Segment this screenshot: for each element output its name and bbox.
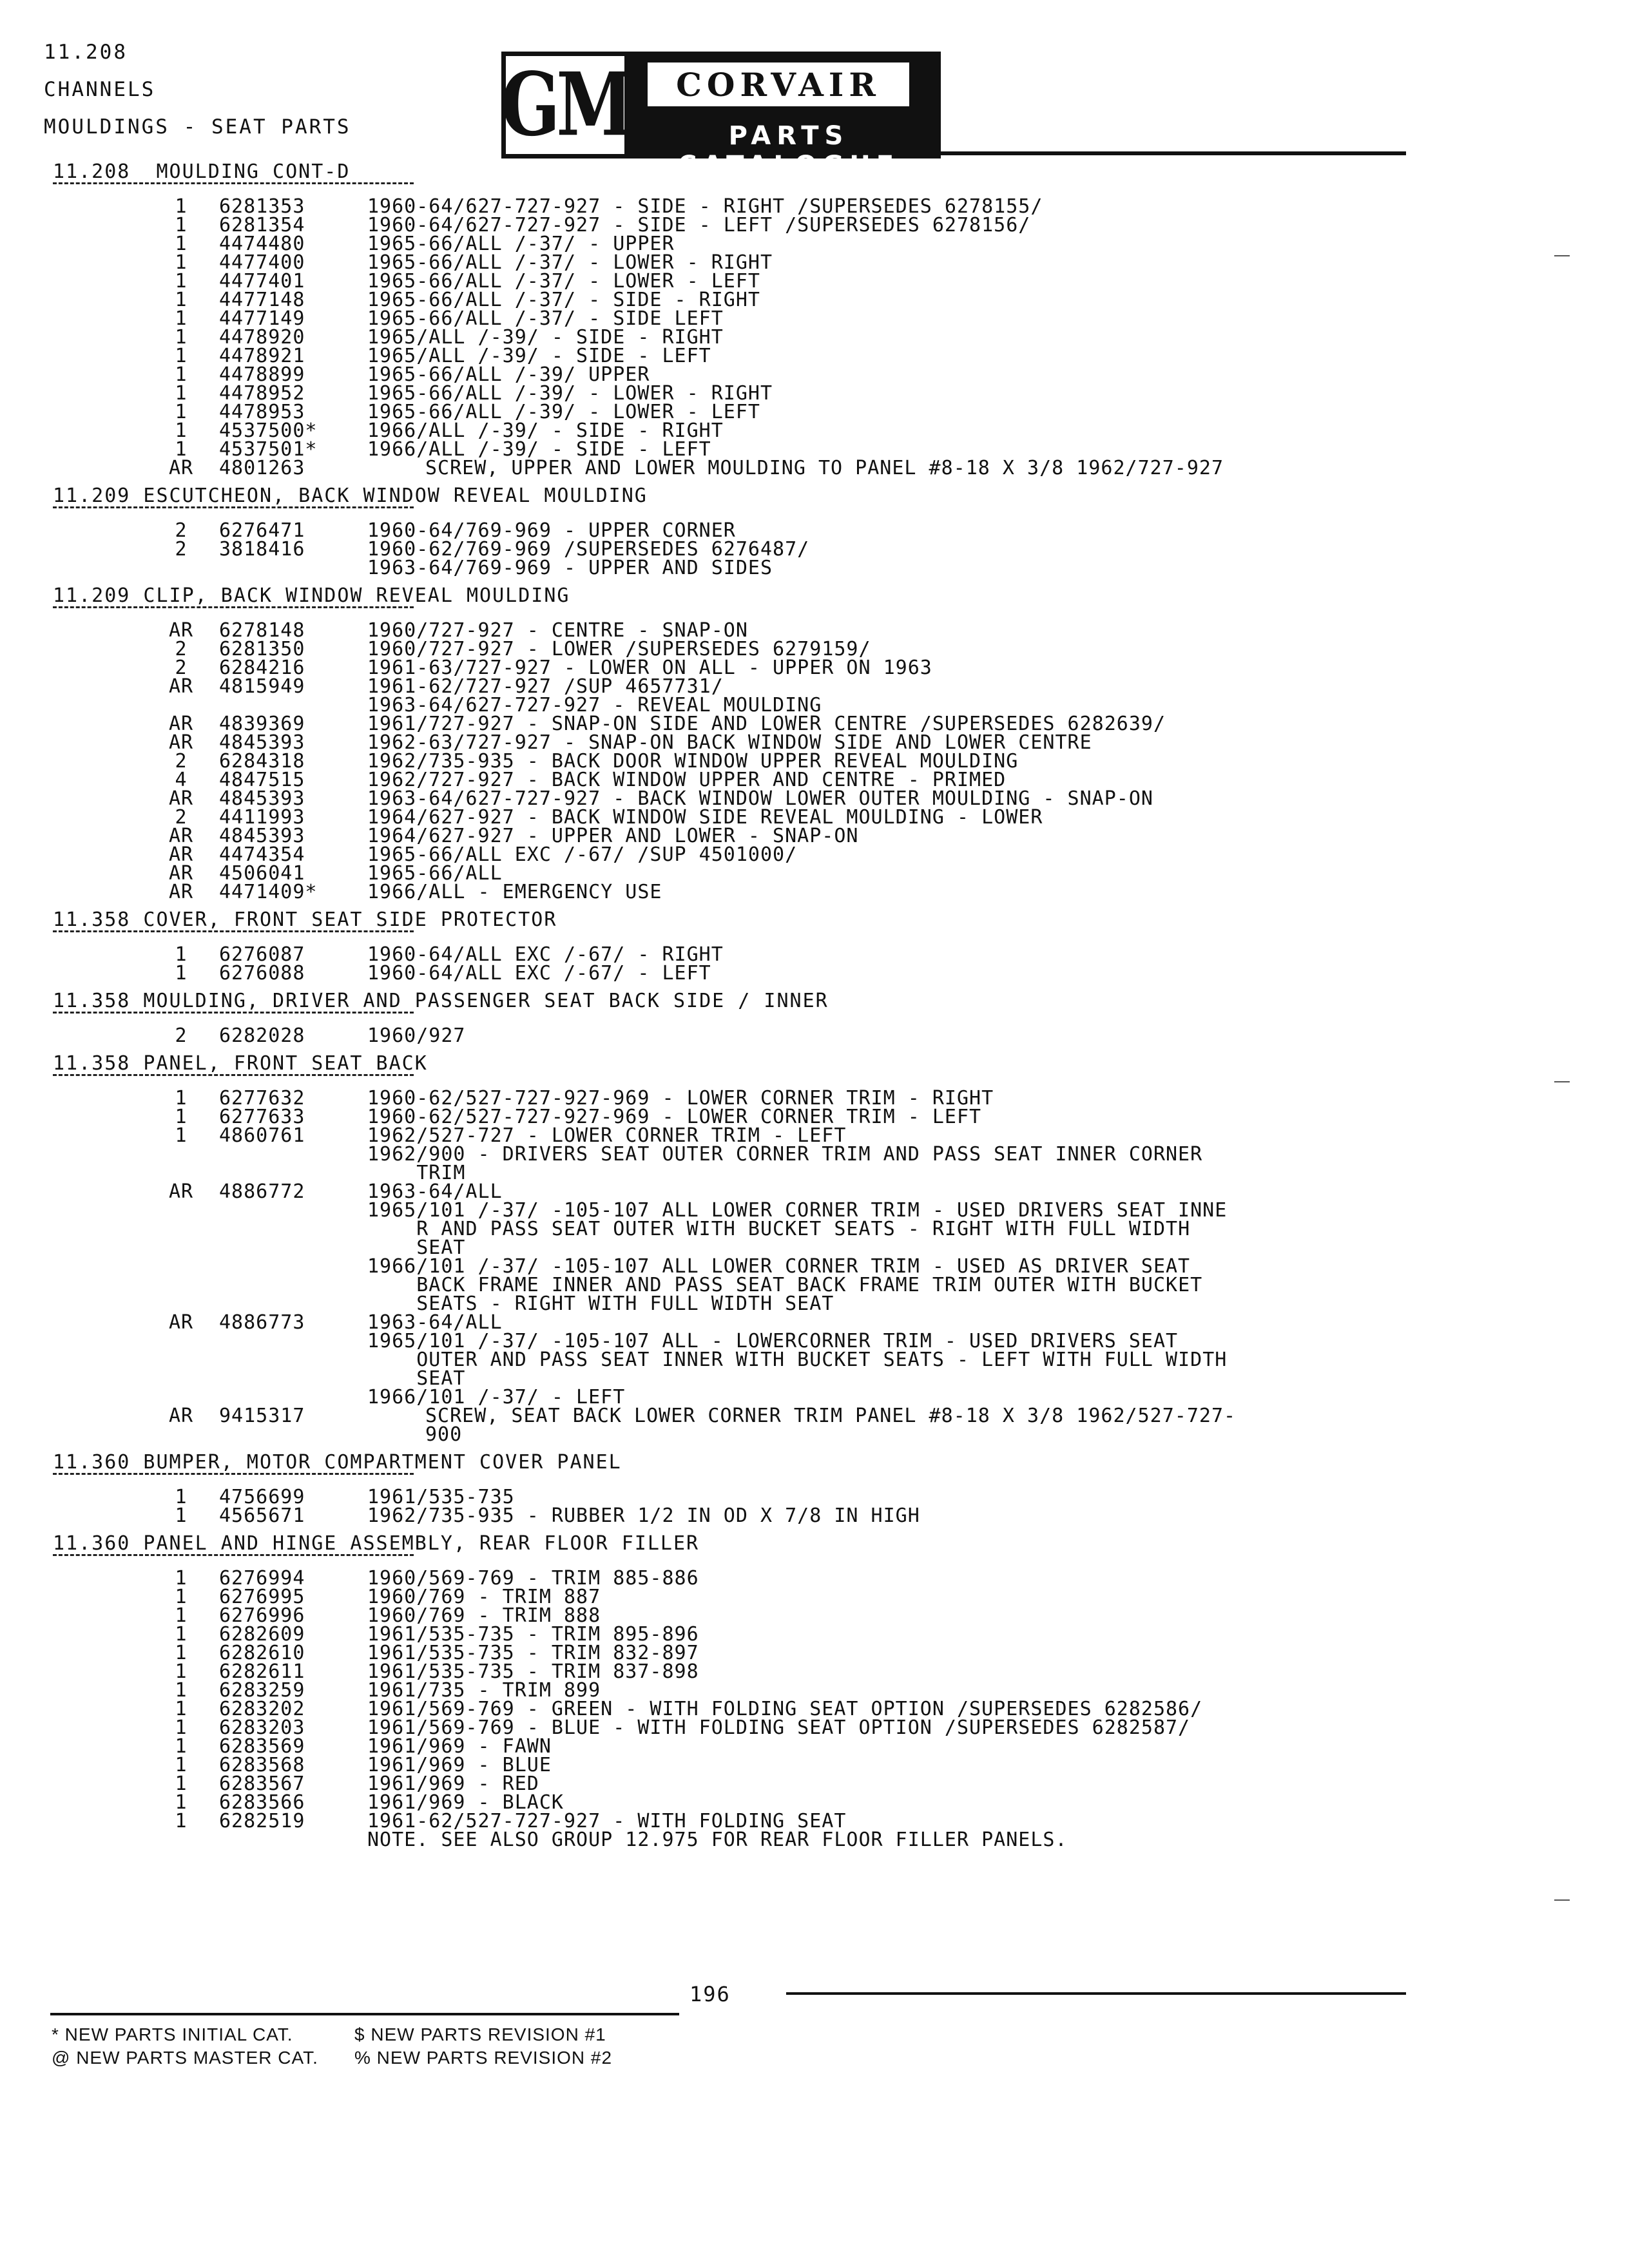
part-number: 3818416 (219, 538, 305, 561)
part-quantity: 1 (175, 438, 188, 461)
footer-rule-left (50, 2013, 679, 2015)
part-description: 1960-64/ALL EXC /-67/ - LEFT (367, 962, 711, 985)
part-quantity: 2 (175, 750, 188, 773)
part-row (53, 1718, 1535, 1737)
part-description: 1963-64/627-727-927 - REVEAL MOULDING (367, 694, 822, 716)
part-row (53, 1812, 1535, 1831)
gm-logo-box (501, 52, 629, 159)
part-number: 4478921 (219, 345, 305, 367)
part-row (53, 459, 1535, 477)
part-quantity: 1 (175, 1754, 188, 1776)
part-number: 4477149 (219, 307, 305, 330)
header-rule (941, 151, 1406, 155)
margin-mark (1554, 1081, 1570, 1082)
part-row (53, 964, 1535, 983)
part-row (53, 1625, 1535, 1644)
section-title: 11.358 COVER, FRONT SEAT SIDE PROTECTOR (53, 908, 557, 931)
part-description: 1965-66/ALL /-37/ - LOWER - RIGHT (367, 251, 773, 274)
part-quantity: AR (168, 787, 194, 810)
part-quantity: 1 (175, 345, 188, 367)
part-description: 1965-66/ALL (367, 862, 503, 885)
catalogue-section (53, 992, 1535, 1045)
part-quantity: AR (168, 1405, 194, 1427)
part-description: 1965-66/ALL /-39/ UPPER (367, 363, 650, 386)
part-number: 4478920 (219, 326, 305, 349)
section-title: 11.358 MOULDING, DRIVER AND PASSENGER SEAT BACK SIDE / INNER (53, 990, 829, 1012)
part-quantity: 1 (175, 1623, 188, 1646)
part-description: 1965-66/ALL /-37/ - SIDE LEFT (367, 307, 724, 330)
part-row (53, 216, 1535, 235)
part-quantity: 1 (175, 251, 188, 274)
part-row (53, 621, 1535, 640)
part-description: 1966/101 /-37/ -105-107 ALL LOWER CORNER TRIM - USED AS DRIVER SEAT BACK FRAME INNER AND PASS SEAT BACK FRAME TRIM OUTER WITH BUCKET SEATS - RIGHT WITH FULL WIDTH SEAT (367, 1255, 1203, 1315)
part-number: 4477148 (219, 289, 305, 311)
part-description: 1960/727-927 - LOWER /SUPERSEDES 6279159/ (367, 638, 871, 660)
part-number: 4845393 (219, 787, 305, 810)
part-description: 1960-62/527-727-927-969 - LOWER CORNER TRIM - RIGHT (367, 1087, 994, 1110)
part-description: 1965/101 /-37/ -105-107 ALL - LOWERCORNER TRIM - USED DRIVERS SEAT OUTER AND PASS SEAT INNER WITH BUCKET SEATS - LEFT WITH FULL WIDTH SEAT (367, 1330, 1228, 1390)
part-description: 1962/735-935 - BACK DOOR WINDOW UPPER REVEAL MOULDING (367, 750, 1019, 773)
gm-corvair-logo (501, 52, 941, 180)
part-row (53, 347, 1535, 365)
part-quantity (143, 559, 219, 577)
header-section-number: 11.208 (44, 41, 128, 64)
part-row (53, 808, 1535, 827)
part-number: 4860761 (219, 1124, 305, 1147)
part-number: 6277633 (219, 1106, 305, 1128)
part-number: 4815949 (219, 675, 305, 698)
part-number: 6277632 (219, 1087, 305, 1110)
part-number: 4801263 (219, 457, 305, 479)
part-description: 1961/727-927 - SNAP-ON SIDE AND LOWER CENTRE /SUPERSEDES 6282639/ (367, 713, 1166, 735)
part-description: 1966/ALL /-39/ - SIDE - LEFT (367, 438, 711, 461)
part-row (53, 1108, 1535, 1126)
part-quantity: AR (168, 713, 194, 735)
part-row (53, 1488, 1535, 1506)
part-number: 9415317 (219, 1405, 305, 1427)
part-number: 4565671 (219, 1504, 305, 1527)
page-number: 196 (689, 1982, 731, 2006)
part-row (53, 1606, 1535, 1625)
part-quantity (143, 696, 219, 715)
part-description: 1963-64/627-727-927 - BACK WINDOW LOWER OUTER MOULDING - SNAP-ON (367, 787, 1153, 810)
part-quantity: 1 (175, 1660, 188, 1683)
catalogue-section (53, 1054, 1535, 1444)
part-row (53, 696, 1535, 715)
part-row (53, 827, 1535, 845)
part-number: 6281354 (219, 214, 305, 236)
part-row (53, 864, 1535, 883)
part-description: 1961/535-735 - TRIM 895-896 (367, 1623, 699, 1646)
part-description: 1962/900 - DRIVERS SEAT OUTER CORNER TRIM AND PASS SEAT INNER CORNER TRIM (367, 1143, 1203, 1184)
part-quantity: 1 (175, 1716, 188, 1739)
part-row (53, 1831, 1535, 1849)
part-quantity: 1 (175, 1735, 188, 1758)
part-row (53, 253, 1535, 272)
part-row (53, 1313, 1535, 1332)
part-number: 6276471 (219, 519, 305, 542)
part-description: 1961/969 - BLUE (367, 1754, 552, 1776)
part-number: 6283259 (219, 1679, 305, 1702)
part-quantity: 2 (175, 657, 188, 679)
part-description: 1961/569-769 - BLUE - WITH FOLDING SEAT OPTION /SUPERSEDES 6282587/ (367, 1716, 1191, 1739)
part-quantity: AR (168, 881, 194, 903)
part-number: 4478899 (219, 363, 305, 386)
part-quantity: 1 (175, 1698, 188, 1720)
part-number: 6283566 (219, 1791, 305, 1814)
part-number: 6282610 (219, 1642, 305, 1664)
part-number: 4886772 (219, 1180, 305, 1203)
part-description: 1966/ALL /-39/ - SIDE - RIGHT (367, 419, 724, 442)
part-number: 6276087 (219, 943, 305, 966)
part-row (53, 291, 1535, 309)
catalogue-body (53, 162, 1535, 1849)
footer-rule-right (786, 1992, 1406, 1995)
part-quantity: 1 (175, 1504, 188, 1527)
part-row (53, 1026, 1535, 1045)
section-title: 11.208 MOULDING CONT-D (53, 160, 351, 183)
part-number: 6276995 (219, 1586, 305, 1608)
part-quantity: 1 (175, 326, 188, 349)
part-description: 1960/769 - TRIM 888 (367, 1604, 601, 1627)
part-number: 4847515 (219, 769, 305, 791)
part-description: 1961/535-735 (367, 1486, 515, 1508)
section-title: 11.360 PANEL AND HINGE ASSEMBLY, REAR FLOOR FILLER (53, 1532, 700, 1555)
part-row (53, 1182, 1535, 1201)
gm-logo-text: GM (501, 54, 630, 156)
part-quantity: 2 (175, 538, 188, 561)
part-quantity: 1 (175, 1567, 188, 1590)
part-number (219, 1201, 367, 1257)
part-number: 6283202 (219, 1698, 305, 1720)
part-number (219, 1388, 367, 1407)
part-description: 1960-64/769-969 - UPPER CORNER (367, 519, 736, 542)
part-row (53, 1332, 1535, 1388)
part-row (53, 1569, 1535, 1588)
part-row (53, 1681, 1535, 1700)
part-row (53, 540, 1535, 559)
part-description: 1962/727-927 - BACK WINDOW UPPER AND CENTRE - PRIMED (367, 769, 1007, 791)
part-quantity: 1 (175, 1791, 188, 1814)
part-description: 1961/969 - BLACK (367, 1791, 564, 1814)
part-quantity: 2 (175, 1024, 188, 1047)
header-subcategory: MOULDINGS - SEAT PARTS (44, 115, 351, 139)
part-number: 6282028 (219, 1024, 305, 1047)
part-description: 1960/769 - TRIM 887 (367, 1586, 601, 1608)
part-row (53, 384, 1535, 403)
part-quantity: 1 (175, 401, 188, 423)
part-description: 1961/569-769 - GREEN - WITH FOLDING SEAT OPTION /SUPERSEDES 6282586/ (367, 1698, 1203, 1720)
part-description: 1963-64/ALL (367, 1311, 503, 1334)
part-row (53, 733, 1535, 752)
part-quantity: 1 (175, 962, 188, 985)
part-description: 1961-62/727-927 /SUP 4657731/ (367, 675, 724, 698)
legend-revision-2: % NEW PARTS REVISION #2 (354, 2048, 613, 2068)
part-number: 4886773 (219, 1311, 305, 1334)
part-description: 1965/101 /-37/ -105-107 ALL LOWER CORNER TRIM - USED DRIVERS SEAT INNE R AND PASS SEAT OUTER WITH BUCKET SEATS - RIGHT WITH FULL WIDTH SEAT (367, 1199, 1228, 1259)
part-description: 1965/ALL /-39/ - SIDE - RIGHT (367, 326, 724, 349)
part-row (53, 197, 1535, 216)
part-number: 4756699 (219, 1486, 305, 1508)
catalogue-section (53, 910, 1535, 983)
part-number: 6276994 (219, 1567, 305, 1590)
part-number (219, 1145, 367, 1182)
section-title: 11.209 ESCUTCHEON, BACK WINDOW REVEAL MOULDING (53, 485, 648, 507)
part-number (219, 1332, 367, 1388)
part-quantity: 1 (175, 307, 188, 330)
part-description: 1965-66/ALL /-39/ - LOWER - RIGHT (367, 382, 773, 405)
legend-master-cat: @ NEW PARTS MASTER CAT. (52, 2048, 318, 2068)
part-number: 6278148 (219, 619, 305, 642)
part-number: 4845393 (219, 825, 305, 847)
part-description: 1962/527-727 - LOWER CORNER TRIM - LEFT (367, 1124, 847, 1147)
part-quantity: 2 (175, 638, 188, 660)
part-quantity (143, 1201, 219, 1257)
part-description: 1965-66/ALL /-37/ - SIDE - RIGHT (367, 289, 760, 311)
part-quantity: 1 (175, 1679, 188, 1702)
part-quantity: 1 (175, 1586, 188, 1608)
part-quantity: 1 (175, 214, 188, 236)
part-description: 1961/535-735 - TRIM 832-897 (367, 1642, 699, 1664)
part-row (53, 1257, 1535, 1313)
part-row (53, 1126, 1535, 1145)
part-row (53, 1756, 1535, 1774)
part-row (53, 715, 1535, 733)
part-row (53, 521, 1535, 540)
part-description: 1961/735 - TRIM 899 (367, 1679, 601, 1702)
part-row (53, 1774, 1535, 1793)
part-quantity: AR (168, 1180, 194, 1203)
part-number: 4471409* (219, 881, 318, 903)
part-quantity: 1 (175, 419, 188, 442)
part-row (53, 1793, 1535, 1812)
part-description: SCREW, UPPER AND LOWER MOULDING TO PANEL #8-18 X 3/8 1962/727-927 (425, 457, 1224, 479)
part-quantity (143, 1145, 219, 1182)
part-quantity: 1 (175, 943, 188, 966)
part-number: 4478952 (219, 382, 305, 405)
part-description: 1960-64/627-727-927 - SIDE - LEFT /SUPERSEDES 6278156/ (367, 214, 1031, 236)
part-row (53, 235, 1535, 253)
part-quantity: AR (168, 731, 194, 754)
part-description: 1962-63/727-927 - SNAP-ON BACK WINDOW SIDE AND LOWER CENTRE (367, 731, 1092, 754)
part-row (53, 1644, 1535, 1662)
part-row (53, 771, 1535, 789)
part-description: 1966/ALL - EMERGENCY USE (367, 881, 662, 903)
part-quantity: 1 (175, 1642, 188, 1664)
section-title: 11.358 PANEL, FRONT SEAT BACK (53, 1052, 428, 1075)
part-number: 4477400 (219, 251, 305, 274)
part-description: 1962/735-935 - RUBBER 1/2 IN OD X 7/8 IN HIGH (367, 1504, 920, 1527)
part-quantity (143, 1332, 219, 1388)
part-quantity: 1 (175, 1087, 188, 1110)
part-quantity: 4 (175, 769, 188, 791)
part-quantity: AR (168, 825, 194, 847)
part-description: 1965-66/ALL EXC /-67/ /SUP 4501000/ (367, 843, 798, 866)
part-quantity: 1 (175, 270, 188, 293)
catalogue-section (53, 486, 1535, 577)
part-quantity: 1 (175, 289, 188, 311)
part-number: 4506041 (219, 862, 305, 885)
part-description: 1961-63/727-927 - LOWER ON ALL - UPPER ON 1963 (367, 657, 932, 679)
part-quantity: 2 (175, 519, 188, 542)
catalogue-section (53, 586, 1535, 901)
part-description: 1960-62/527-727-927-969 - LOWER CORNER TRIM - LEFT (367, 1106, 982, 1128)
header-category: CHANNELS (44, 78, 156, 101)
part-row (53, 1201, 1535, 1257)
part-quantity (143, 1831, 219, 1849)
part-number (219, 696, 367, 715)
part-number: 4411993 (219, 806, 305, 829)
part-description: NOTE. SEE ALSO GROUP 12.975 FOR REAR FLOOR FILLER PANELS. (367, 1829, 1068, 1851)
part-description: 1960/727-927 - CENTRE - SNAP-ON (367, 619, 748, 642)
part-number: 6283569 (219, 1735, 305, 1758)
part-quantity: 2 (175, 806, 188, 829)
part-row (53, 403, 1535, 421)
part-quantity: AR (168, 1311, 194, 1334)
part-number: 6284318 (219, 750, 305, 773)
part-description: 1961/535-735 - TRIM 837-898 (367, 1660, 699, 1683)
part-description: 1960/927 (367, 1024, 466, 1047)
part-row (53, 752, 1535, 771)
part-row (53, 845, 1535, 864)
part-row (53, 677, 1535, 696)
page-header-lines (44, 34, 351, 146)
part-number: 6282611 (219, 1660, 305, 1683)
part-description: 1963-64/769-969 - UPPER AND SIDES (367, 557, 773, 579)
part-number (219, 1257, 367, 1313)
part-number: 6276088 (219, 962, 305, 985)
part-number: 4537501* (219, 438, 318, 461)
part-quantity: 1 (175, 1106, 188, 1128)
part-number: 6282609 (219, 1623, 305, 1646)
part-row (53, 365, 1535, 384)
part-quantity (143, 1257, 219, 1313)
part-quantity: AR (168, 457, 194, 479)
part-row (53, 1700, 1535, 1718)
part-quantity: 1 (175, 1124, 188, 1147)
part-row (53, 789, 1535, 808)
catalogue-section (53, 162, 1535, 477)
part-row (53, 1089, 1535, 1108)
part-number: 4477401 (219, 270, 305, 293)
part-quantity: 1 (175, 1810, 188, 1832)
part-number: 4474354 (219, 843, 305, 866)
section-title: 11.209 CLIP, BACK WINDOW REVEAL MOULDING (53, 584, 570, 607)
part-description: 1961-62/527-727-927 - WITH FOLDING SEAT (367, 1810, 847, 1832)
part-number: 6284216 (219, 657, 305, 679)
margin-mark (1554, 255, 1570, 256)
part-number: 4839369 (219, 713, 305, 735)
part-quantity (143, 1388, 219, 1407)
part-description: 1960-62/769-969 /SUPERSEDES 6276487/ (367, 538, 810, 561)
section-title: 11.360 BUMPER, MOTOR COMPARTMENT COVER PANEL (53, 1451, 622, 1474)
part-description: 1965/ALL /-39/ - SIDE - LEFT (367, 345, 711, 367)
part-quantity: 1 (175, 1773, 188, 1795)
part-number: 6283568 (219, 1754, 305, 1776)
footer-legend (52, 2023, 664, 2070)
part-row (53, 1737, 1535, 1756)
corvair-title-box: CORVAIR (643, 58, 914, 111)
catalogue-section (53, 1534, 1535, 1849)
part-description: 1965-66/ALL /-37/ - LOWER - LEFT (367, 270, 760, 293)
part-number: 4474480 (219, 233, 305, 255)
part-number: 4478953 (219, 401, 305, 423)
part-description: 1963-64/ALL (367, 1180, 503, 1203)
part-row (53, 559, 1535, 577)
part-quantity: 1 (175, 382, 188, 405)
part-row (53, 1388, 1535, 1407)
part-quantity: AR (168, 862, 194, 885)
part-quantity: 1 (175, 195, 188, 218)
part-description: 1960-64/627-727-927 - SIDE - RIGHT /SUPERSEDES 6278155/ (367, 195, 1043, 218)
part-description: 1964/627-927 - BACK WINDOW SIDE REVEAL MOULDING - LOWER (367, 806, 1043, 829)
margin-mark (1554, 1899, 1570, 1901)
catalogue-section (53, 1453, 1535, 1525)
part-number: 6283203 (219, 1716, 305, 1739)
part-row (53, 640, 1535, 658)
part-quantity: AR (168, 843, 194, 866)
part-description: 1960-64/ALL EXC /-67/ - RIGHT (367, 943, 724, 966)
part-row (53, 1506, 1535, 1525)
legend-revision-1: $ NEW PARTS REVISION #1 (354, 2024, 606, 2044)
part-description: 1961/969 - FAWN (367, 1735, 552, 1758)
part-quantity: 1 (175, 1486, 188, 1508)
part-description: 1966/101 /-37/ - LEFT (367, 1386, 626, 1408)
part-row (53, 328, 1535, 347)
part-row (53, 883, 1535, 901)
part-quantity: AR (168, 675, 194, 698)
part-number: 6276996 (219, 1604, 305, 1627)
part-row (53, 1662, 1535, 1681)
part-row (53, 658, 1535, 677)
part-number (219, 1831, 367, 1849)
part-number: 6283567 (219, 1773, 305, 1795)
part-description: 1960/569-769 - TRIM 885-886 (367, 1567, 699, 1590)
part-quantity: AR (168, 619, 194, 642)
part-number: 6281353 (219, 195, 305, 218)
part-row (53, 421, 1535, 440)
part-description: SCREW, SEAT BACK LOWER CORNER TRIM PANEL #8-18 X 3/8 1962/527-727- 900 (425, 1405, 1237, 1446)
part-description: 1964/627-927 - UPPER AND LOWER - SNAP-ON (367, 825, 859, 847)
part-row (53, 272, 1535, 291)
part-quantity: 1 (175, 363, 188, 386)
part-row (53, 440, 1535, 459)
part-description: 1965-66/ALL /-37/ - UPPER (367, 233, 675, 255)
part-number: 4845393 (219, 731, 305, 754)
part-row (53, 1588, 1535, 1606)
part-number: 6281350 (219, 638, 305, 660)
part-description: 1961/969 - RED (367, 1773, 539, 1795)
part-row (53, 1145, 1535, 1182)
part-quantity: 1 (175, 233, 188, 255)
parts-catalogue-label: PARTS CATALOGUE (677, 121, 900, 180)
part-number (219, 559, 367, 577)
part-number: 6282519 (219, 1810, 305, 1832)
part-row (53, 1407, 1535, 1444)
part-description: 1965-66/ALL /-39/ - LOWER - LEFT (367, 401, 760, 423)
part-number: 4537500* (219, 419, 318, 442)
part-row (53, 309, 1535, 328)
part-row (53, 945, 1535, 964)
part-quantity: 1 (175, 1604, 188, 1627)
legend-initial-cat: * NEW PARTS INITIAL CAT. (52, 2024, 293, 2044)
